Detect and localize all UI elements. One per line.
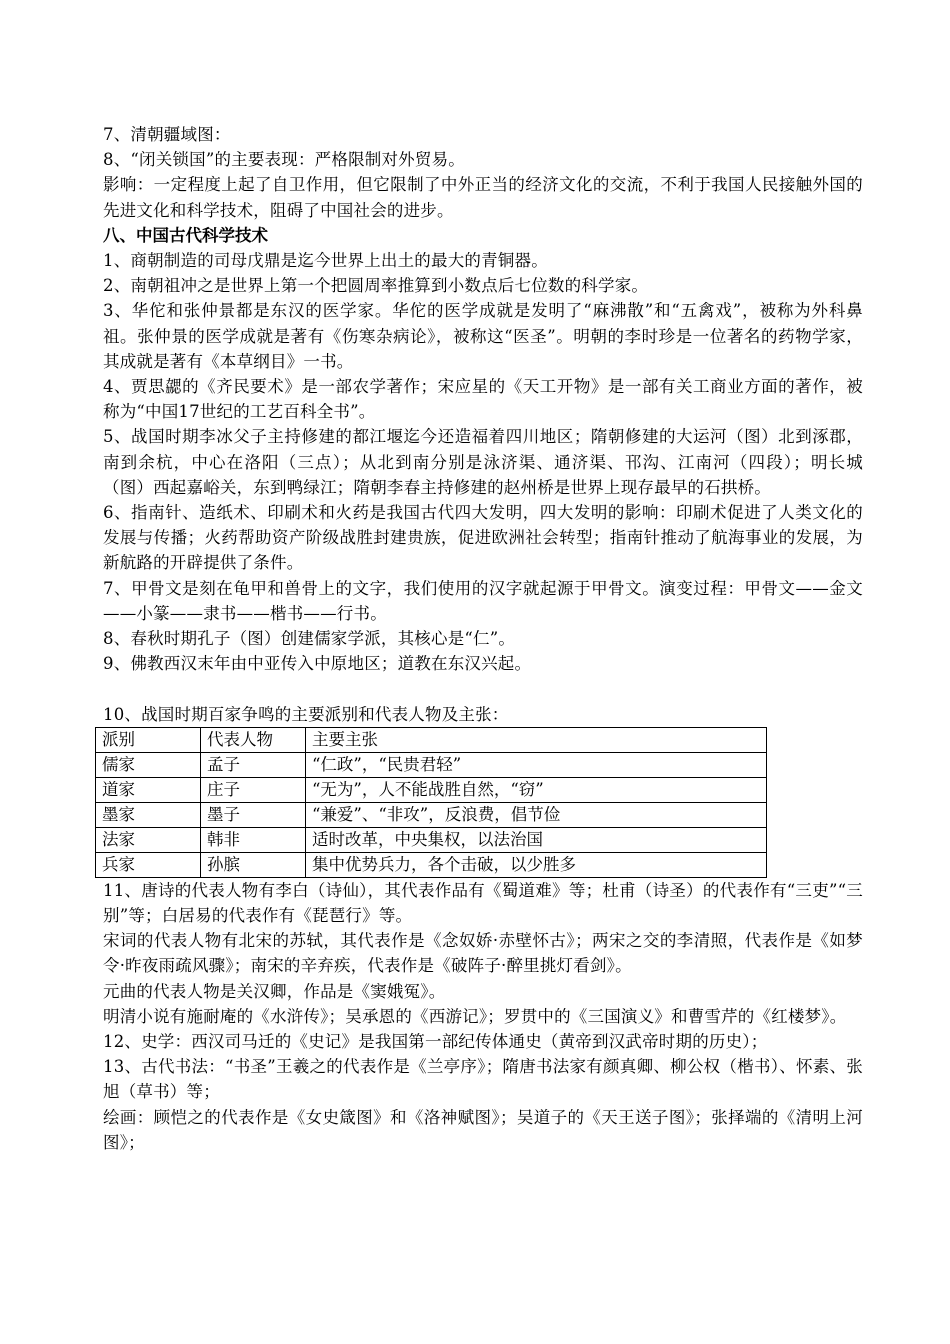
figure-cell: 韩非 xyxy=(201,827,306,852)
culture-item: 13、古代书法：“书圣”王羲之的代表作是《兰亭序》；隋唐书法家有颜真卿、柳公权（楷书）、怀素、张旭（草书）等； xyxy=(103,1057,863,1102)
table-row xyxy=(96,852,767,877)
doctrine-cell: “无为”，人不能战胜自然，“窃” xyxy=(306,777,767,802)
school-cell: 道家 xyxy=(96,777,201,802)
culture-item: 11、唐诗的代表人物有李白（诗仙），其代表作品有《蜀道难》等；杜甫（诗圣）的代表作有“三吏”“三别”等；白居易的代表作有《琵琶行》等。 xyxy=(103,880,863,926)
science-item: 7、甲骨文是刻在龟甲和兽骨上的文字，我们使用的汉字就起源于甲骨文。演变过程：甲骨文——金文——小篆——隶书——楷书——行书。 xyxy=(103,578,863,623)
science-item: 4、贾思勰的《齐民要术》是一部农学著作；宋应星的《天工开物》是一部有关工商业方面的著作，被称为“中国17世纪的工艺百科全书”。 xyxy=(103,377,863,422)
table-header-cell: 代表人物 xyxy=(201,727,306,752)
doctrine-cell: “兼爱”、“非攻”，反浪费，倡节俭 xyxy=(306,802,767,827)
document-page xyxy=(103,122,863,1155)
science-item: 6、指南针、造纸术、印刷术和火药是我国古代四大发明，四大发明的影响：印刷术促进了人类文化的发展与传播；火药帮助资产阶级战胜封建贵族，促进欧洲社会转型；指南针推动了航海事业的发展，为新航路的开辟提供了条件。 xyxy=(103,503,863,573)
science-item: 8、春秋时期孔子（图）创建儒家学派，其核心是“仁”。 xyxy=(103,629,516,649)
hundred-schools-table xyxy=(95,727,767,878)
science-item: 1、商朝制造的司母戊鼎是迄今世界上出土的最大的青铜器。 xyxy=(103,251,548,271)
school-cell: 兵家 xyxy=(96,852,201,877)
table-header-cell: 主要主张 xyxy=(306,727,767,752)
table-intro: 10、战国时期百家争鸣的主要派别和代表人物及主张： xyxy=(103,704,509,724)
doctrine-cell: 适时改革，中央集权，以法治国 xyxy=(306,827,767,852)
figure-cell: 墨子 xyxy=(201,802,306,827)
table-row xyxy=(96,777,767,802)
culture-item: 明清小说有施耐庵的《水浒传》；吴承恩的《西游记》；罗贯中的《三国演义》和曹雪芹的《红楼梦》。 xyxy=(103,1006,847,1026)
item-closed-door-policy: 8、“闭关锁国”的主要表现：严格限制对外贸易。 xyxy=(103,150,465,170)
item-qing-map: 7、清朝疆域图： xyxy=(103,125,231,144)
figure-cell: 庄子 xyxy=(201,777,306,802)
doctrine-cell: “仁政”，“民贵君轻” xyxy=(306,752,767,777)
doctrine-cell: 集中优势兵力，各个击破，以少胜多 xyxy=(306,852,767,877)
table-row xyxy=(96,752,767,777)
item-closed-door-impact: 影响：一定程度上起了自卫作用，但它限制了中外正当的经济文化的交流，不利于我国人民接触外国的先进文化和科学技术，阻碍了中国社会的进步。 xyxy=(103,175,863,220)
culture-item: 绘画：顾恺之的代表作是《女史箴图》和《洛神赋图》；吴道子的《天王送子图》；张择端的《清明上河图》； xyxy=(103,1107,863,1152)
table-row xyxy=(96,827,767,852)
section-heading: 八、中国古代科学技术 xyxy=(103,225,268,245)
school-cell: 儒家 xyxy=(96,752,201,777)
science-item: 9、佛教西汉末年由中亚传入中原地区；道教在东汉兴起。 xyxy=(103,654,532,674)
blank-line xyxy=(103,676,863,701)
science-item: 5、战国时期李冰父子主持修建的都江堰迄今还造福着四川地区；隋朝修建的大运河（图）北到涿郡，南到余杭，中心在洛阳（三点）；从北到南分别是泳济渠、通济渠、邗沟、江南河（四段）；明长城（图）西起嘉峪关，东到鸭绿江；隋朝李春主持修建的赵州桥是世界上现存最早的石拱桥。 xyxy=(103,427,863,497)
table-header-row xyxy=(96,727,767,752)
figure-cell: 孟子 xyxy=(201,752,306,777)
table-row xyxy=(96,802,767,827)
table-header-cell: 派别 xyxy=(96,727,201,752)
school-cell: 墨家 xyxy=(96,802,201,827)
science-item: 3、华佗和张仲景都是东汉的医学家。华佗的医学成就是发明了“麻沸散”和“五禽戏”，被称为外科鼻祖。张仲景的医学成就是著有《伤寒杂病论》，被称这“医圣”。明朝的李时珍是一位著名的药物学家，其成就是著有《本草纲目》一书。 xyxy=(103,301,863,371)
science-item: 2、南朝祖冲之是世界上第一个把圆周率推算到小数点后七位数的科学家。 xyxy=(103,276,649,296)
school-cell: 法家 xyxy=(96,827,201,852)
figure-cell: 孙膑 xyxy=(201,852,306,877)
culture-item: 12、史学：西汉司马迁的《史记》是我国第一部纪传体通史（黄帝到汉武帝时期的历史）； xyxy=(103,1032,768,1052)
culture-item: 元曲的代表人物是关汉卿，作品是《窦娥冤》。 xyxy=(103,981,446,1001)
culture-item: 宋词的代表人物有北宋的苏轼，其代表作是《念奴娇·赤壁怀古》；两宋之交的李清照，代表作是《如梦令·昨夜雨疏风骤》；南宋的辛弃疾，代表作是《破阵子·醉里挑灯看剑》。 xyxy=(103,931,863,976)
